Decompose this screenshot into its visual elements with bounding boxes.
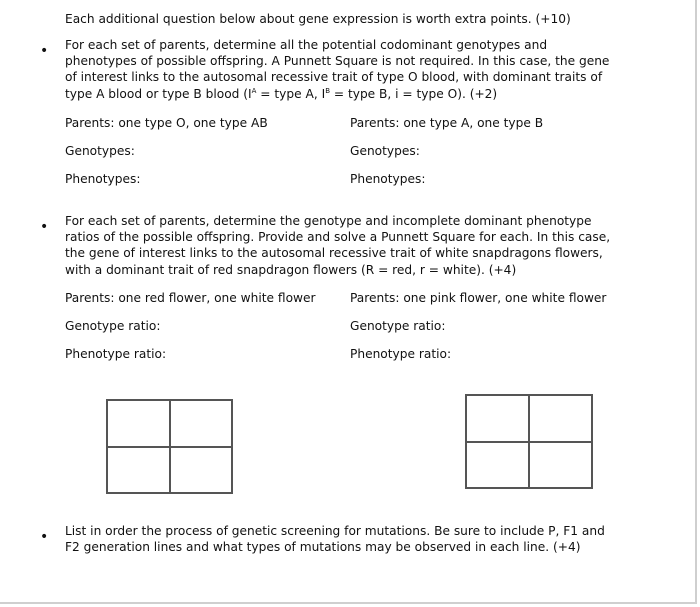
q1-text-b: = type A, I: [256, 86, 326, 101]
q1-sup-b: B: [325, 86, 330, 95]
q2-left-parents: Parents: one red flower, one white flower: [65, 291, 316, 305]
punnett-cell[interactable]: [107, 447, 170, 494]
q1-right-genotypes: Genotypes:: [350, 144, 420, 158]
intro-text: Each additional question below about gene expression is worth extra points. (+10): [65, 12, 571, 26]
q1-right-parents: Parents: one type A, one type B: [350, 116, 544, 130]
q2-left-phenotype-ratio: Phenotype ratio:: [65, 347, 167, 361]
q2-left-genotype-ratio: Genotype ratio:: [65, 319, 161, 333]
q1-sup-a: A: [251, 86, 257, 95]
q2-right-genotype-ratio: Genotype ratio:: [350, 319, 446, 333]
punnett-cell[interactable]: [529, 395, 592, 442]
q1-right-phenotypes: Phenotypes:: [350, 172, 426, 186]
bullet-q2: •: [40, 219, 49, 235]
bullet-q3: •: [40, 529, 49, 545]
punnett-cell[interactable]: [466, 442, 529, 489]
q2-text: For each set of parents, determine the genotype and incomplete dominant phenotype ratios of the possible offspring. Provide and solve a Punnett Square for each. In this case, the gene of interest links to the autosomal recessive trait of white snapdragons flowers, with a dominant trait of red snapdragon flowers (R = red, r = white). (+4): [65, 214, 611, 277]
q1-text-c: = type B, i = type O). (+2): [330, 86, 498, 101]
q2-right-parents: Parents: one pink flower, one white flower: [350, 291, 607, 305]
q2-right-phenotype-ratio: Phenotype ratio:: [350, 347, 452, 361]
punnett-cell[interactable]: [466, 395, 529, 442]
q1-left-genotypes: Genotypes:: [65, 144, 135, 158]
q1-text-a: For each set of parents, determine all the potential codominant genotypes and phenotypes of possible offspring. A Punnett Square is not required. In this case, the gene of interest links to the autosomal recessive trait of type O blood, with dominant traits of type A blood or type B blood (I: [65, 38, 610, 101]
punnett-cell[interactable]: [170, 447, 233, 494]
punnett-square-right[interactable]: [465, 394, 593, 489]
q1-left-phenotypes: Phenotypes:: [65, 172, 141, 186]
punnett-cell[interactable]: [107, 400, 170, 447]
punnett-square-left[interactable]: [106, 399, 233, 494]
punnett-cell[interactable]: [170, 400, 233, 447]
q1-left-parents: Parents: one type O, one type AB: [65, 116, 268, 130]
punnett-cell[interactable]: [529, 442, 592, 489]
q1-text: [65, 37, 620, 102]
q3-text: List in order the process of genetic screening for mutations. Be sure to include P, F1 and F2 generation lines and what types of mutations may be observed in each line. (+4): [65, 524, 605, 555]
bullet-q1: •: [40, 43, 49, 59]
